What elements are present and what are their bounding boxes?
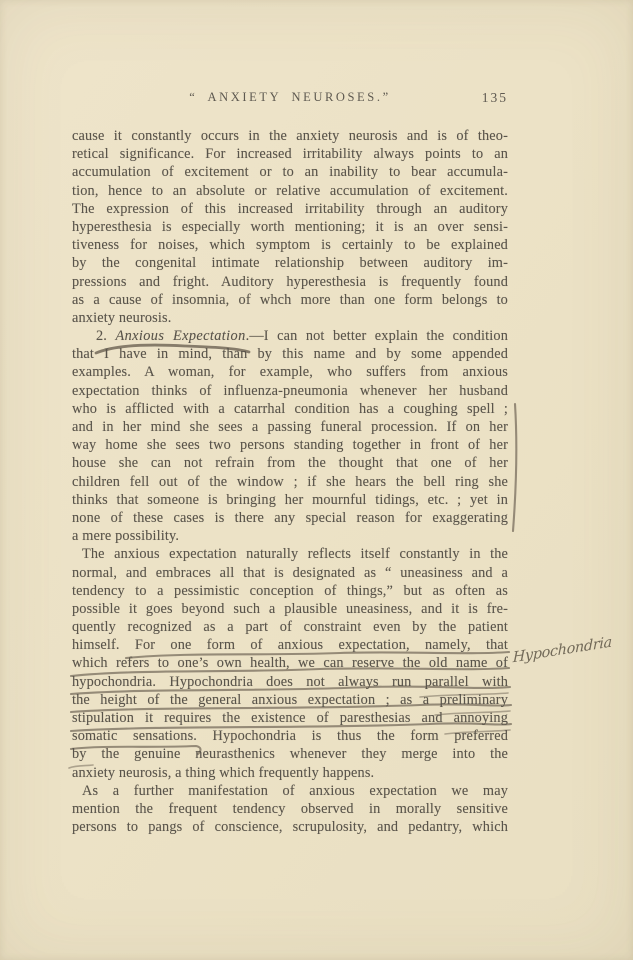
text-line-section-heading	[72, 327, 508, 345]
text-line-paragraph-end: a mere possibility.	[72, 528, 180, 545]
body-text	[72, 127, 508, 836]
text-line-paragraph-start: The anxious expectation naturally reflects itself constantly in the	[82, 546, 508, 563]
pencil-margin-vertical-line	[513, 404, 516, 531]
text-line: way home she sees two persons standing together in front of her	[72, 437, 508, 454]
text-line: pressions and fright. Auditory hyperesthesia is frequently found	[72, 273, 508, 290]
text-line: retical significance. For increased irritability always points to an	[72, 146, 508, 163]
text-line: examples. A woman, for example, who suffers from anxious	[72, 364, 508, 381]
text-line: normal, and embraces all that is designated as “ uneasiness and a	[72, 564, 508, 581]
page-number: 135	[481, 90, 508, 105]
text-line: by the genuine neurasthenics whenever they merge into the	[72, 746, 508, 763]
text-line: thinks that someone is bringing her mournful tidings, etc. ; yet in	[72, 491, 508, 508]
running-head-title: “ ANXIETY NEUROSES.”	[189, 90, 391, 104]
text-line: and in her mind she sees a passing funeral procession. If on her	[72, 419, 508, 435]
handwritten-margin-note: Hypochondria	[512, 634, 612, 667]
text-line: The expression of this increased irritability through an auditory	[72, 200, 508, 217]
text-line: which refers to one’s own health, we can reserve the old name of	[72, 655, 508, 672]
text-line: persons to pangs of conscience, scrupulosity, and pedantry, which	[72, 819, 508, 836]
text-line: mention the frequent tendency observed in morally sensitive	[72, 800, 508, 817]
section-title-italic: Anxious Expectation	[115, 328, 246, 345]
text-line: somatic sensations. Hypochondria is thus the form preferred	[72, 728, 508, 745]
running-head	[72, 90, 508, 108]
text-line: by the congenital intimate relationship between auditory im-	[72, 255, 508, 272]
text-line: children fell out of the window ; if she hears the bell ring she	[72, 473, 508, 490]
text-line: tendency to a pessimistic conception of things,” but as often as	[72, 582, 508, 599]
text-line: the height of the general anxious expectation ; as a preliminary	[72, 691, 508, 708]
text-line: as a cause of insomnia, of whch more than one form belongs to	[72, 291, 508, 308]
text-line-paragraph-end: anxiety neurosis.	[72, 309, 172, 326]
text-line-paragraph-start: As a further manifestation of anxious expectation we may	[82, 782, 508, 799]
text-line: who is afflicted with a catarrhal condition has a coughing spell ;	[72, 400, 508, 417]
text-line: that I have in mind, than by this name and by some appended	[72, 346, 508, 363]
text-line: tion, hence to an absolute or relative accumulation of excitement.	[72, 182, 508, 199]
text-line: hyperesthesia is especially worth mentioning; it is an over sensi-	[72, 218, 508, 235]
text-line: accumulation of excitement or to an inability to bear accumula-	[72, 164, 508, 181]
text-line: himself. For one form of anxious expectation, namely, that	[72, 637, 508, 654]
text-line: quently recognized as a part of constraint even by the patient	[72, 619, 508, 636]
text-line: possible it goes beyond such a plausible uneasiness, and it is fre-	[72, 600, 508, 617]
text-line: expectation thinks of influenza-pneumonia whenever her husband	[72, 382, 508, 399]
text-line: tiveness for noises, which symptom is certainly to be explained	[72, 237, 508, 254]
text-line: house she can not refrain from the thought that one of her	[72, 455, 508, 472]
text-line: stipulation it requires the existence of paresthesias and annoying	[72, 710, 508, 726]
text-line: cause it constantly occurs in the anxiety neurosis and is of theo-	[72, 128, 508, 144]
section-number: 2.	[96, 328, 116, 345]
section-heading-rest: .—I can not better explain the condition	[245, 328, 508, 345]
text-line: none of these cases is there any special reason for exaggerating	[72, 509, 508, 526]
text-line-paragraph-end: anxiety neurosis, a thing which frequently happens.	[72, 764, 375, 781]
text-line: hypochondria. Hypochondria does not always run parallel with	[72, 673, 508, 690]
